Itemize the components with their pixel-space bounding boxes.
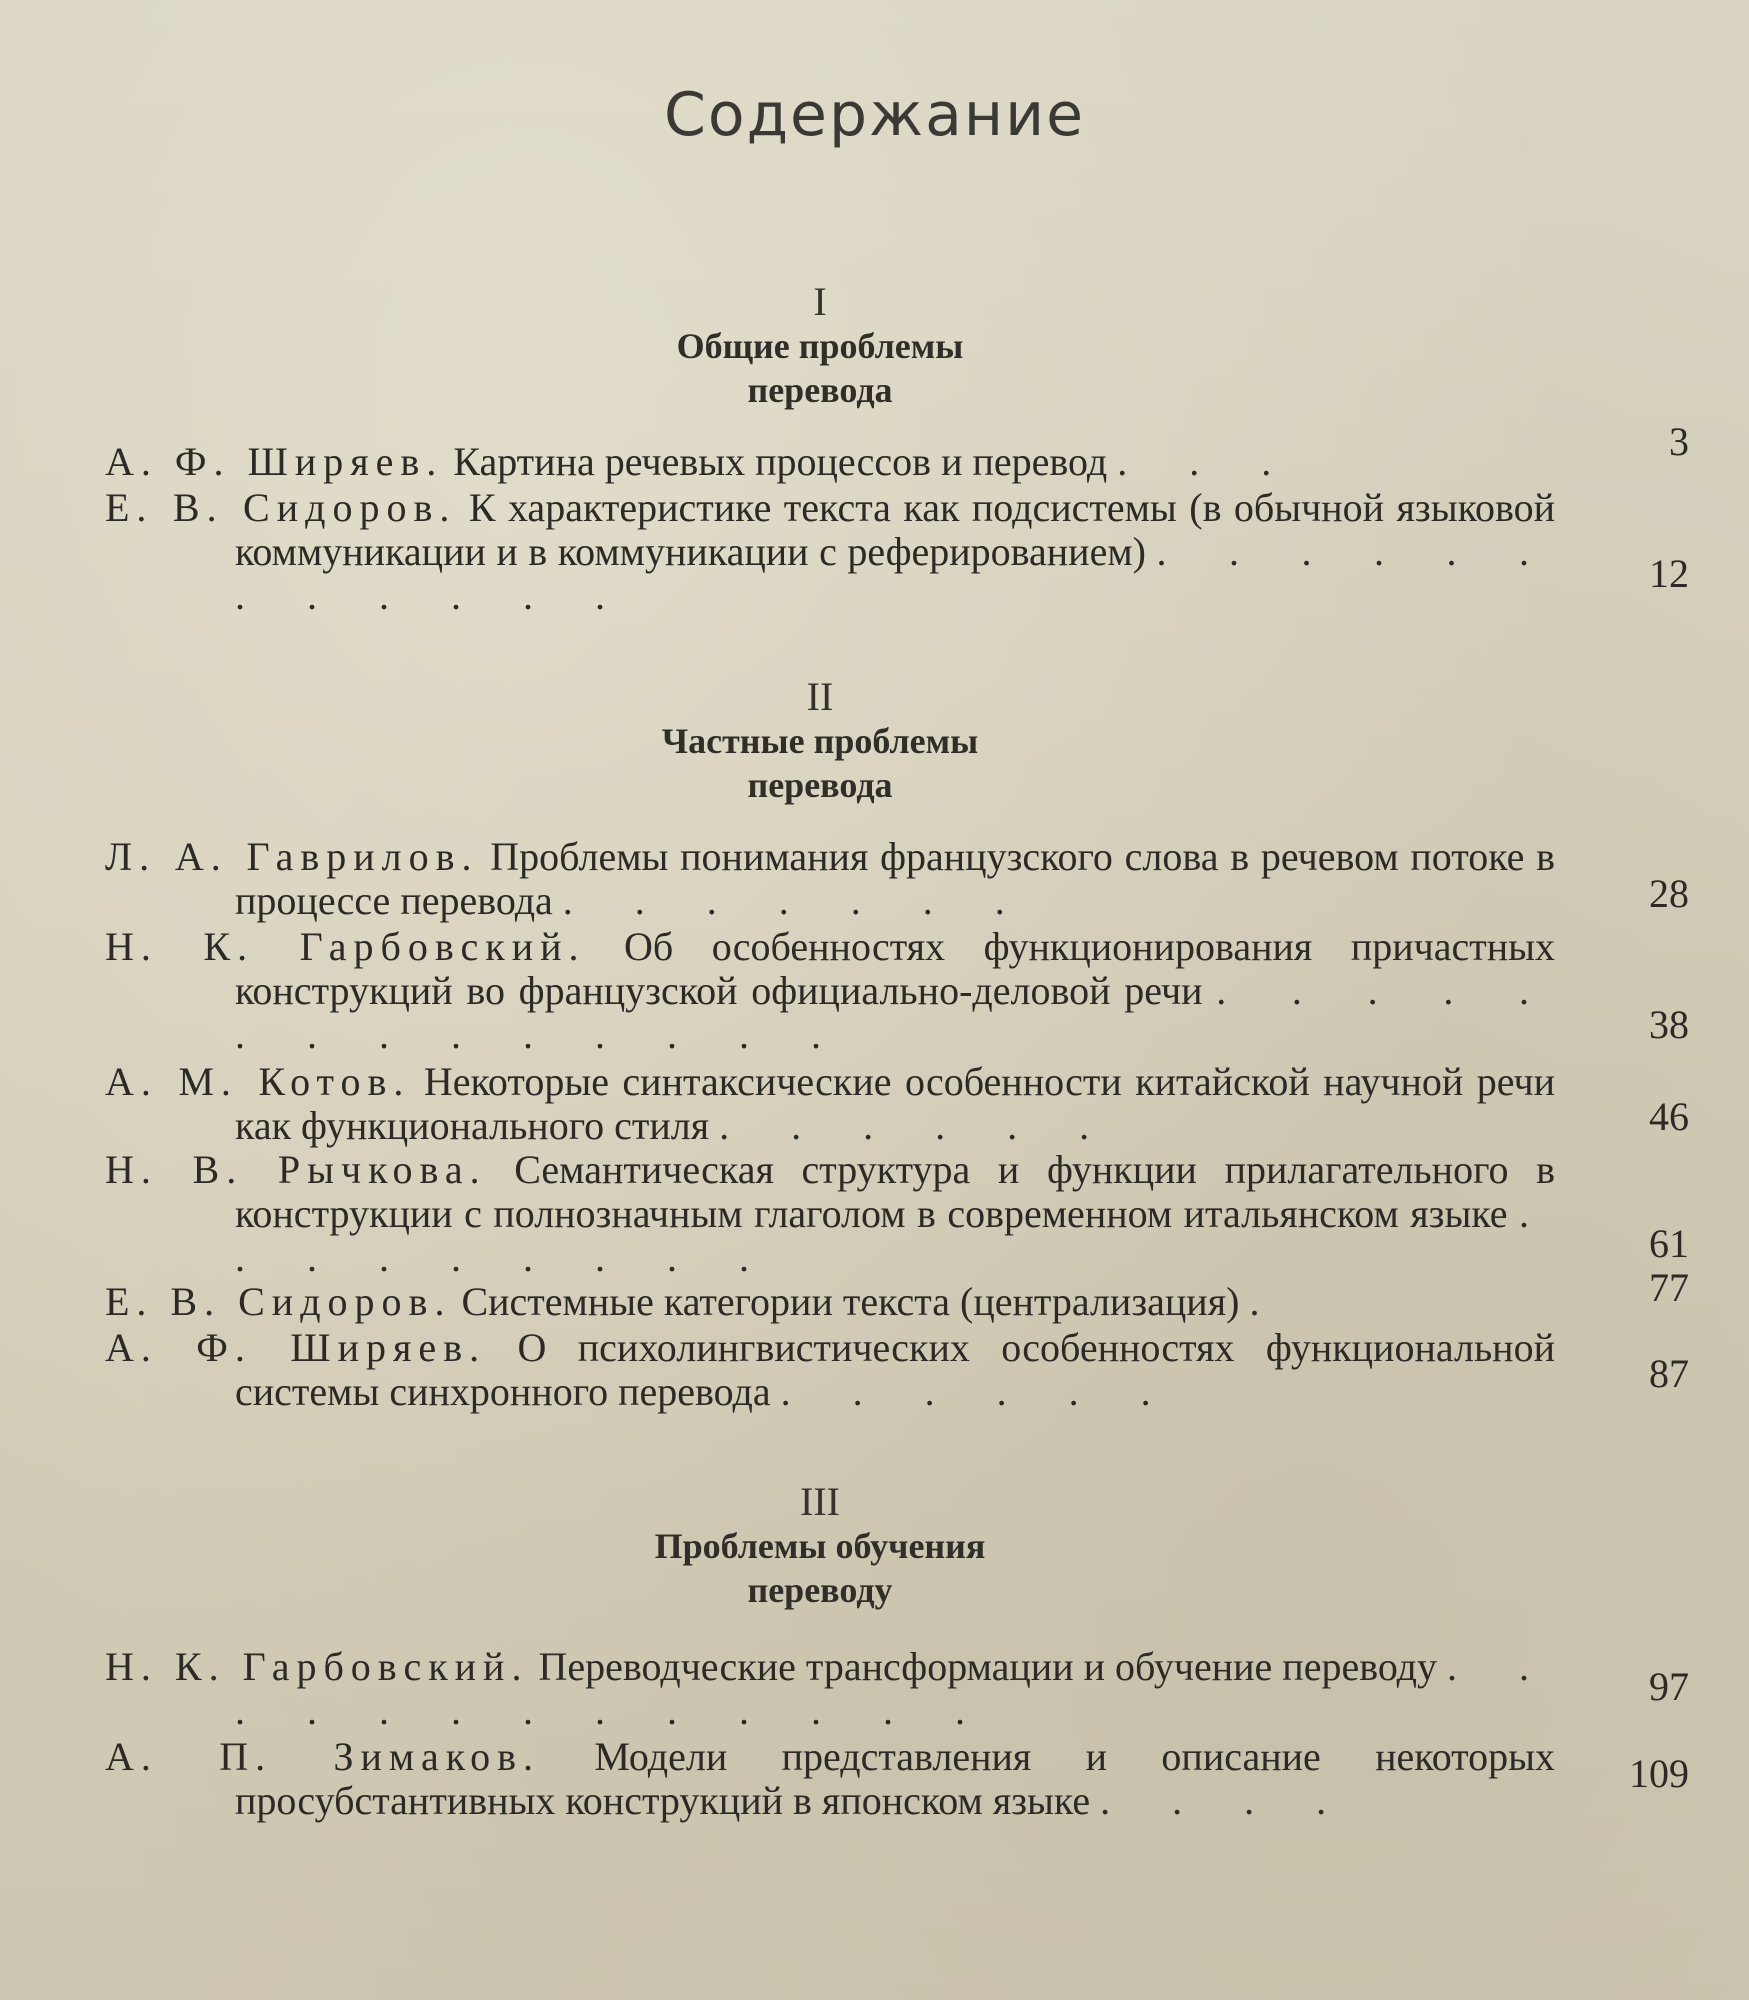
section-3-title-line1: Проблемы обучения bbox=[654, 1526, 986, 1566]
section-3-title-line2: переводу bbox=[747, 1570, 893, 1610]
entry-author: Л. А. Гаврилов. bbox=[105, 834, 479, 879]
entry-title: О психолингвистических особенностях функциональной системы синхронного перевода bbox=[235, 1325, 1555, 1414]
section-1-title-line1: Общие проблемы bbox=[676, 326, 964, 366]
dot-leaders: . bbox=[1249, 1279, 1286, 1324]
page-number: 46 bbox=[1649, 1094, 1689, 1139]
entry-author: Н. В. Рычкова. bbox=[105, 1147, 487, 1192]
page-number: 87 bbox=[1649, 1351, 1689, 1396]
dot-leaders: . . . . . . . . . . . . . . bbox=[235, 968, 1556, 1057]
toc-entry-2-6 bbox=[105, 1326, 1555, 1414]
section-3-numeral: III bbox=[800, 1479, 840, 1524]
dot-leaders: . . . . . . bbox=[719, 1103, 1116, 1148]
dot-leaders: . . . . . . . bbox=[562, 878, 1031, 923]
dot-leaders: . . . . . . bbox=[780, 1369, 1177, 1414]
toc-entry-1-1 bbox=[105, 440, 1555, 484]
entry-author: Н. К. Гарбовский. bbox=[105, 924, 586, 969]
entry-title: Картина речевых процессов и перевод bbox=[453, 439, 1108, 484]
entry-author: А. Ф. Ширяев. bbox=[105, 1325, 487, 1370]
section-1-heading bbox=[0, 280, 1640, 412]
entry-author: А. Ф. Ширяев. bbox=[105, 439, 444, 484]
section-2-heading bbox=[0, 675, 1640, 807]
toc-entry-3-2 bbox=[105, 1735, 1555, 1823]
toc-entry-2-1 bbox=[105, 835, 1555, 923]
entry-title: Об особенностях функционирования причастных конструкций во французской официально-деловой речи bbox=[235, 924, 1556, 1013]
entry-author: А. П. Зимаков. bbox=[105, 1734, 540, 1779]
entry-title: Проблемы понимания французского слова в речевом потоке в процессе перевода bbox=[235, 834, 1556, 923]
entry-title: Модели представления и описание некоторых просубстантивных конструкций в японском языке bbox=[235, 1734, 1555, 1823]
page-title: Содержание bbox=[663, 80, 1086, 150]
dot-leaders: . . . . . . . . . bbox=[235, 1191, 1555, 1280]
section-3-heading bbox=[0, 1480, 1640, 1612]
section-1-numeral: I bbox=[813, 279, 827, 324]
page-number: 61 bbox=[1649, 1221, 1689, 1266]
section-2-title-line2: перевода bbox=[747, 765, 893, 805]
page-number: 109 bbox=[1629, 1751, 1689, 1796]
dot-leaders: . . . bbox=[1117, 439, 1298, 484]
section-1-title-line2: перевода bbox=[747, 370, 893, 410]
entry-title: Переводческие трансформации и обучение переводу bbox=[538, 1644, 1438, 1689]
toc-entry-2-2 bbox=[105, 925, 1555, 1057]
entry-author: Е. В. Сидоров. bbox=[105, 1279, 452, 1324]
toc-entry-1-2 bbox=[105, 486, 1555, 618]
entry-author: Е. В. Сидоров. bbox=[105, 485, 457, 530]
entry-title: К характеристике текста как подсистемы (в обычной языковой коммуникации и в коммуникации с реферированием) bbox=[235, 485, 1556, 574]
toc-entry-2-4 bbox=[105, 1148, 1555, 1280]
toc-entry-3-1 bbox=[105, 1645, 1555, 1733]
page-number: 77 bbox=[1649, 1265, 1689, 1310]
entry-author: А. М. Котов. bbox=[105, 1059, 411, 1104]
dot-leaders: . . . . bbox=[1100, 1778, 1353, 1823]
page-number: 97 bbox=[1649, 1664, 1689, 1709]
page-number: 3 bbox=[1669, 419, 1689, 464]
page-number: 28 bbox=[1649, 871, 1689, 916]
entry-author: Н. К. Гарбовский. bbox=[105, 1644, 529, 1689]
entry-title: Семантическая структура и функции прилагательного в конструкции с полнозначным глаголом в современном итальянском языке bbox=[235, 1147, 1555, 1236]
dot-leaders: . . . . . . . . . . . . bbox=[235, 529, 1556, 618]
page-number: 38 bbox=[1649, 1002, 1689, 1047]
entry-title: Некоторые синтаксические особенности китайской научной речи как функционального стиля bbox=[235, 1059, 1555, 1148]
section-2-numeral: II bbox=[806, 674, 834, 719]
entry-title: Системные категории текста (централизация) bbox=[461, 1279, 1240, 1324]
section-2-title-line1: Частные проблемы bbox=[661, 721, 979, 761]
dot-leaders: . . . . . . . . . . . . . bbox=[235, 1644, 1556, 1733]
toc-entry-2-5 bbox=[105, 1280, 1555, 1324]
page-number: 12 bbox=[1649, 551, 1689, 596]
toc-entry-2-3 bbox=[105, 1060, 1555, 1148]
